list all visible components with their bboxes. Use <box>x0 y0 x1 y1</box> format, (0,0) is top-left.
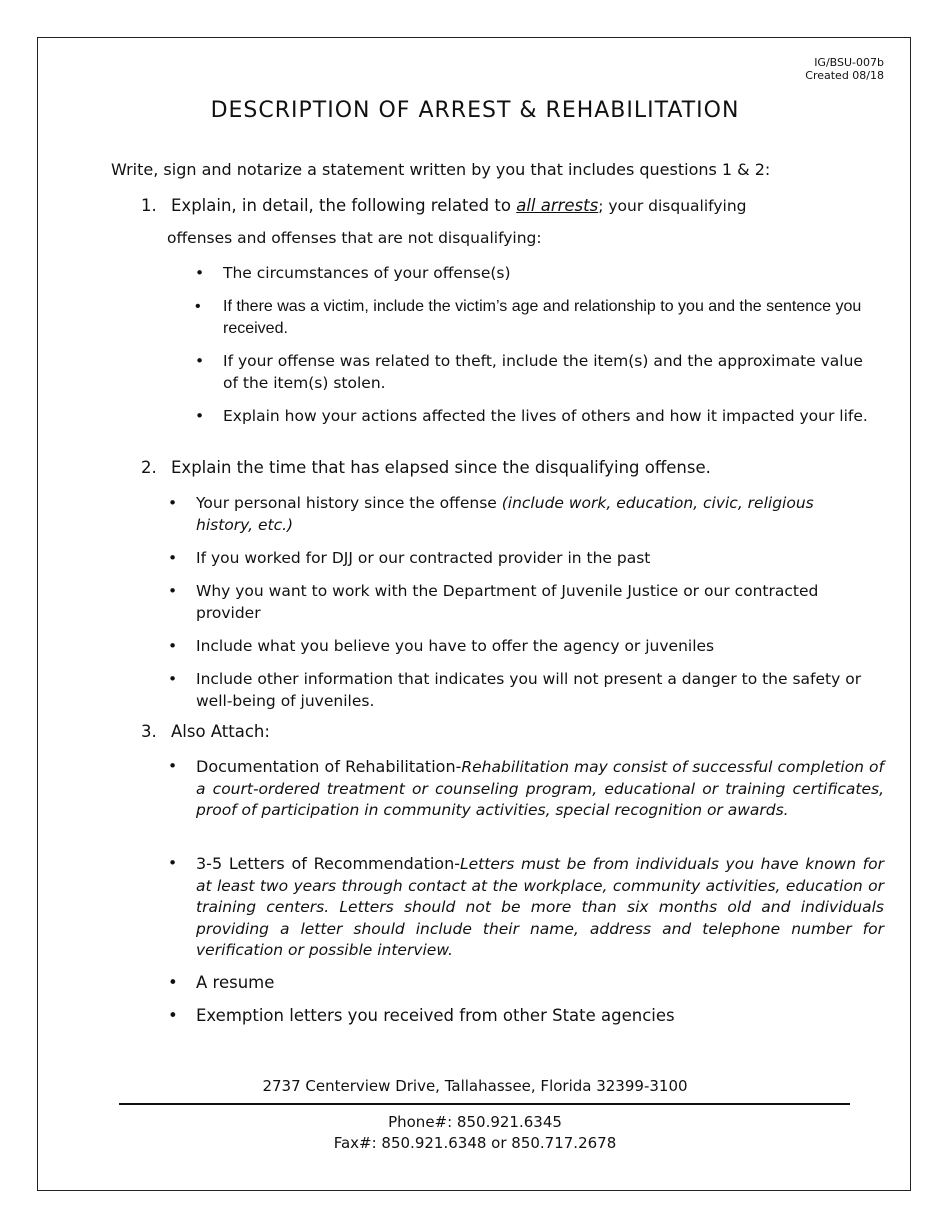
letters-label: 3-5 Letters of Recommendation- <box>196 854 461 873</box>
doc-label: Documentation of Rehabilitation- <box>196 757 462 776</box>
section-2-text: Explain the time that has elapsed since the disqualifying offense. <box>171 458 711 477</box>
section-1-number: 1. <box>141 196 157 215</box>
section-1-heading <box>141 196 746 215</box>
section-3-heading <box>141 722 270 741</box>
form-id-block <box>805 56 884 82</box>
section-1-emphasis: all arrests <box>516 196 599 215</box>
letters-description: Letters must be from individuals you have known for at least two years through contact at the workplace, community activities, education or training centers. Letters should not be more than six months old and individuals providing a letter should include their name, address and telephone number for verification or possible interview. <box>196 855 884 959</box>
section-2-heading <box>141 458 711 477</box>
list-item: • Exemption letters you received from other State agencies <box>196 1005 856 1027</box>
form-code: IG/BSU-007b <box>814 56 884 69</box>
list-item: • Include what you believe you have to offer the agency or juveniles <box>196 636 861 658</box>
doc-description: Rehabilitation may consist of successful completion of a court-ordered treatment or counseling program, educational or training certificates, proof of participation in community activities, special recognition or awards. <box>196 758 884 819</box>
list-item: • Why you want to work with the Department of Juvenile Justice or our contracted provider <box>196 581 861 624</box>
list-item <box>196 853 884 962</box>
list-item: • Include other information that indicates you will not present a danger to the safety or well-being of juveniles. <box>196 669 886 712</box>
section-1-text-before: Explain, in detail, the following related to <box>171 196 517 215</box>
list-item: • The circumstances of your offense(s) <box>223 263 863 285</box>
footer-divider <box>119 1103 850 1105</box>
section-1-text-after: ; your disqualifying <box>598 197 747 215</box>
list-item: • If your offense was related to theft, include the item(s) and the approximate value of the item(s) stolen. <box>223 351 863 394</box>
list-item: • If you worked for DJJ or our contracted provider in the past <box>196 548 856 570</box>
section-3-text: Also Attach: <box>171 722 270 741</box>
list-item: • Explain how your actions affected the lives of others and how it impacted your life. <box>223 406 873 428</box>
bullet-italic: (include work, education, civic, religious history, etc.) <box>196 494 814 534</box>
intro-text: Write, sign and notarize a statement written by you that includes questions 1 & 2: <box>111 160 771 179</box>
page-title: DESCRIPTION OF ARREST & REHABILITATION <box>210 98 740 123</box>
section-1-line2: offenses and offenses that are not disqualifying: <box>167 229 542 247</box>
list-item: • If there was a victim, include the victim’s age and relationship to you and the sentence you received. <box>223 296 863 339</box>
list-item <box>196 493 856 536</box>
section-3-number: 3. <box>141 722 157 741</box>
footer-address: 2737 Centerview Drive, Tallahassee, Florida 32399-3100 <box>262 1077 688 1095</box>
section-2-number: 2. <box>141 458 157 477</box>
list-item: • A resume <box>196 972 856 994</box>
bullet-text: Your personal history since the offense <box>196 494 502 512</box>
footer-fax: Fax#: 850.921.6348 or 850.717.2678 <box>333 1134 617 1152</box>
list-item <box>196 756 884 822</box>
created-date: Created 08/18 <box>805 69 884 82</box>
footer-phone: Phone#: 850.921.6345 <box>388 1113 562 1131</box>
